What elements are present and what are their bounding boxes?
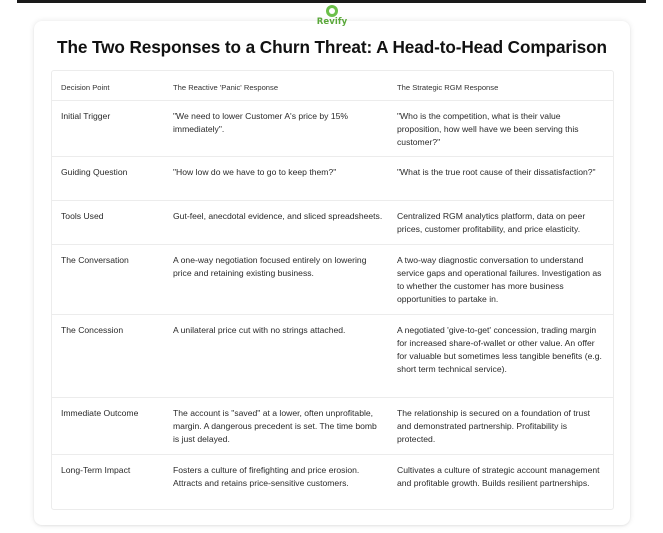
logo-wordmark: Revify bbox=[316, 17, 348, 27]
row-reactive-text: "We need to lower Customer A's price by 15% immediately". bbox=[173, 111, 349, 134]
row-decision-point: Tools Used bbox=[61, 211, 104, 221]
header-reactive-response: The Reactive 'Panic' Response bbox=[173, 83, 279, 92]
row-strategic-text: A negotiated 'give-to-get' concession, trading margin for increased share-of-wallet or other value. An offer for valuable but sometimes less tangible benefits (e.g. short term technical service). bbox=[397, 325, 602, 374]
row-strategic-text: "Who is the competition, what is their value proposition, how well have we been serving this customer?" bbox=[397, 111, 579, 147]
table-row bbox=[52, 315, 613, 398]
table-row bbox=[52, 157, 613, 201]
row-strategic-text: A two-way diagnostic conversation to understand service gaps and operational failures. Investigation as to whether the customer has more business opportunities to partake in. bbox=[397, 255, 602, 304]
table-row bbox=[52, 398, 613, 455]
row-decision-point: The Conversation bbox=[61, 255, 129, 265]
row-decision-point: The Concession bbox=[61, 325, 124, 335]
row-decision-point: Guiding Question bbox=[61, 167, 128, 177]
header-decision-point: Decision Point bbox=[61, 83, 110, 92]
table-row bbox=[52, 201, 613, 245]
revify-logo bbox=[316, 5, 348, 33]
comparison-table bbox=[51, 70, 614, 510]
row-strategic-text: Centralized RGM analytics platform, data on peer prices, customer profitability, and price elasticity. bbox=[397, 211, 586, 234]
row-strategic-text: Cultivates a culture of strategic account management and profitable growth. Builds resilient partnerships. bbox=[397, 465, 600, 488]
row-decision-point: Initial Trigger bbox=[61, 111, 111, 121]
row-reactive-text: A one-way negotiation focused entirely on lowering price and retaining existing business. bbox=[173, 255, 367, 278]
table-row bbox=[52, 245, 613, 315]
row-decision-point: Long-Term Impact bbox=[61, 465, 131, 475]
row-decision-point: Immediate Outcome bbox=[61, 408, 139, 418]
row-strategic-text: "What is the true root cause of their dissatisfaction?" bbox=[397, 167, 596, 177]
table-row bbox=[52, 455, 613, 509]
header-strategic-response: The Strategic RGM Response bbox=[397, 83, 499, 92]
logo-mark-icon bbox=[326, 5, 338, 17]
row-reactive-text: Fosters a culture of firefighting and price erosion. Attracts and retains price-sensitive customers. bbox=[173, 465, 360, 488]
top-divider bbox=[17, 0, 646, 3]
row-strategic-text: The relationship is secured on a foundation of trust and demonstrated partnership. Profitability is protected. bbox=[397, 408, 590, 444]
row-reactive-text: "How low do we have to go to keep them?" bbox=[173, 167, 337, 177]
table-header-row bbox=[52, 71, 613, 101]
page-title: The Two Responses to a Churn Threat: A Head-to-Head Comparison bbox=[57, 37, 607, 57]
row-reactive-text: Gut-feel, anecdotal evidence, and sliced spreadsheets. bbox=[173, 211, 383, 221]
table-row bbox=[52, 101, 613, 157]
row-reactive-text: A unilateral price cut with no strings attached. bbox=[173, 325, 346, 335]
row-reactive-text: The account is "saved" at a lower, often unprofitable, margin. A dangerous precedent is set. The time bomb is just delayed. bbox=[173, 408, 377, 444]
